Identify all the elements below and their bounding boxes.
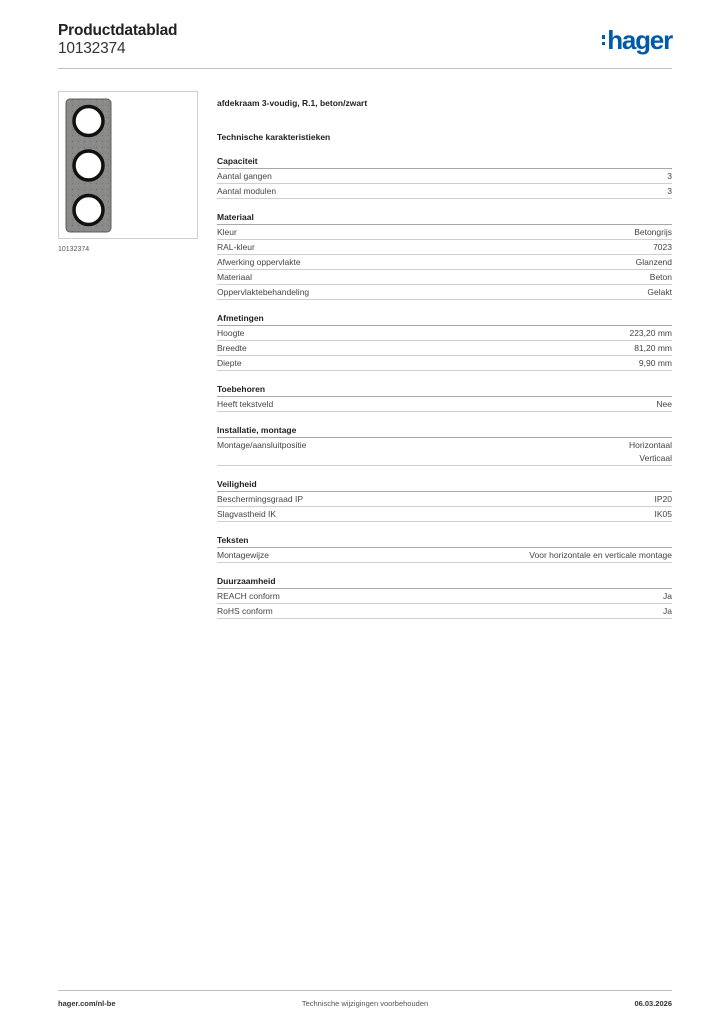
spec-section <box>217 534 672 563</box>
spec-value-line: Beton <box>649 272 672 282</box>
spec-label: Heeft tekstveld <box>217 399 274 409</box>
spec-section <box>217 383 672 412</box>
spec-label: RAL-kleur <box>217 242 255 252</box>
spec-value <box>647 286 672 299</box>
spec-row <box>217 255 672 270</box>
spec-row <box>217 240 672 255</box>
document-title: Productdatablad <box>58 22 178 39</box>
spec-row <box>217 341 672 356</box>
spec-section <box>217 155 672 199</box>
page-footer <box>58 999 672 1011</box>
document-number: 10132374 <box>58 40 126 57</box>
spec-row <box>217 285 672 300</box>
section-title: Duurzaamheid <box>217 575 672 589</box>
footer-date: 06.03.2026 <box>634 999 672 1008</box>
spec-value <box>655 493 673 506</box>
spec-row <box>217 604 672 619</box>
section-title: Materiaal <box>217 211 672 225</box>
spec-value-line: Verticaal <box>639 452 672 463</box>
footer-website: hager.com/nl-be <box>58 999 116 1008</box>
spec-value <box>629 439 672 464</box>
spec-row <box>217 492 672 507</box>
spec-label: Diepte <box>217 358 242 368</box>
spec-value-line: Glanzend <box>635 257 672 267</box>
spec-label: REACH conform <box>217 590 280 601</box>
product-details <box>217 97 672 619</box>
spec-label: Aantal modulen <box>217 186 277 196</box>
spec-value <box>650 271 672 284</box>
spec-value <box>634 226 672 239</box>
product-image <box>58 91 198 239</box>
tech-characteristics-title: Technische karakteristieken <box>217 132 331 142</box>
spec-value <box>667 185 672 198</box>
section-title: Veiligheid <box>217 478 672 492</box>
spec-value-line: 3 <box>667 186 672 196</box>
spec-value-line: 223,20 mm <box>629 328 672 338</box>
spec-value <box>653 241 672 254</box>
spec-section <box>217 312 672 371</box>
spec-row <box>217 270 672 285</box>
section-title: Teksten <box>217 534 672 548</box>
product-name: afdekraam 3-voudig, R.1, beton/zwart <box>217 98 368 108</box>
spec-row <box>217 548 672 563</box>
spec-label: Oppervlaktebehandeling <box>217 287 310 297</box>
spec-row <box>217 589 672 604</box>
hager-logo <box>602 25 672 55</box>
spec-value <box>663 605 672 618</box>
spec-value <box>634 342 672 355</box>
section-title: Capaciteit <box>217 155 672 169</box>
spec-row <box>217 169 672 184</box>
spec-row <box>217 225 672 240</box>
cover-frame-icon <box>59 92 197 238</box>
spec-value <box>655 508 673 521</box>
section-title: Afmetingen <box>217 312 672 326</box>
spec-value-line: IK05 <box>654 508 672 519</box>
spec-value-line: Betongrijs <box>634 227 672 237</box>
spec-row <box>217 326 672 341</box>
spec-value-line: IP20 <box>654 493 672 504</box>
spec-value <box>663 590 672 603</box>
spec-sections <box>217 155 672 619</box>
spec-label: Kleur <box>217 227 237 237</box>
spec-value-line: Horizontaal <box>629 440 672 450</box>
image-caption: 10132374 <box>58 246 90 253</box>
spec-label: Montagewijze <box>217 549 269 560</box>
spec-value-line: Ja <box>663 605 672 616</box>
spec-value-line: Voor horizontale en verticale montage <box>529 549 672 560</box>
page-header <box>58 22 672 68</box>
spec-value-line: 3 <box>667 171 672 181</box>
spec-section <box>217 575 672 619</box>
header-divider <box>58 68 672 69</box>
spec-label: Beschermingsgraad IP <box>217 493 303 504</box>
spec-row <box>217 356 672 371</box>
spec-label: Breedte <box>217 343 247 353</box>
spec-row <box>217 438 672 466</box>
spec-value-line: 7023 <box>653 242 672 252</box>
spec-value-line: Nee <box>656 399 672 409</box>
spec-value <box>636 256 672 269</box>
spec-label: Hoogte <box>217 328 245 338</box>
footer-divider <box>58 990 672 991</box>
spec-value <box>639 357 672 370</box>
section-title: Toebehoren <box>217 383 672 397</box>
spec-label: Slagvastheid IK <box>217 508 277 519</box>
spec-value-line: Gelakt <box>647 287 672 297</box>
spec-value <box>656 398 672 411</box>
spec-value-line: 9,90 mm <box>638 358 672 368</box>
logo-dots-icon <box>602 30 606 50</box>
spec-value-line: 81,20 mm <box>634 343 672 353</box>
spec-row <box>217 397 672 412</box>
spec-section <box>217 424 672 466</box>
logo-text: hager <box>607 25 672 55</box>
footer-notice: Technische wijzigingen voorbehouden <box>301 999 429 1008</box>
spec-section <box>217 211 672 300</box>
spec-row <box>217 184 672 199</box>
spec-value <box>629 327 672 340</box>
section-title: Installatie, montage <box>217 424 672 438</box>
spec-value-line: Ja <box>663 590 672 601</box>
spec-section <box>217 478 672 522</box>
spec-label: Aantal gangen <box>217 171 272 181</box>
spec-row <box>217 507 672 522</box>
spec-value <box>667 170 672 183</box>
spec-label: Afwerking oppervlakte <box>217 257 301 267</box>
spec-label: RoHS conform <box>217 605 273 616</box>
spec-label: Materiaal <box>217 272 252 282</box>
spec-value <box>529 549 672 562</box>
spec-label: Montage/aansluitpositie <box>217 440 307 450</box>
